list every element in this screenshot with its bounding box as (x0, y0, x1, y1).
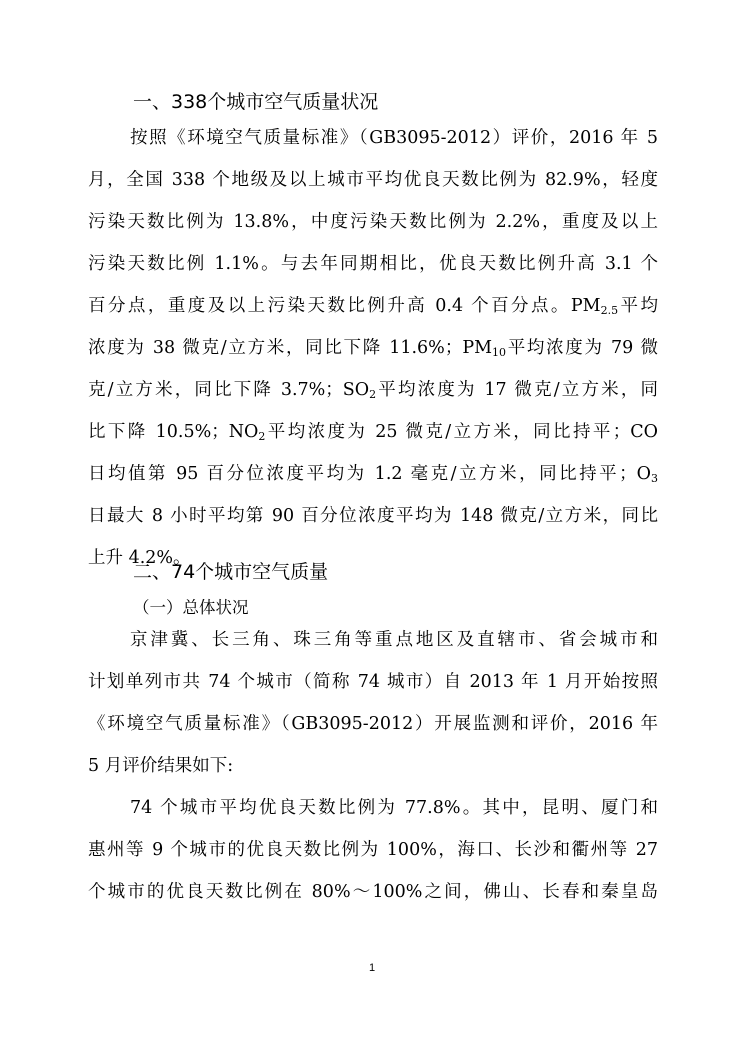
paragraph-line: 5 月评价结果如下: (88, 756, 234, 776)
paragraph-line: 个城市的优良天数比例在 80%～100%之间，佛山、长春和秦皇岛 (88, 882, 658, 902)
page-number: 1 (368, 962, 376, 974)
paragraph-line: 日均值第 95 百分位浓度平均为 1.2 毫克/立方米，同比持平；$O_3$ (88, 464, 658, 485)
paragraph-line: 上升 4.2%。 (88, 548, 191, 568)
subsection-heading: （一）总体状况 (133, 598, 249, 617)
paragraph-line: 百分点，重度及以上污染天数比例升高 0.4 个百分点。$PM_{2.5}$平均 (88, 296, 659, 317)
paragraph-line: 月，全国 338 个地级及以上城市平均优良天数比例为 82.9%，轻度 (88, 170, 658, 190)
paragraph-line: 《环境空气质量标准》（GB3095-2012）开展监测和评价，2016 年 (88, 714, 658, 734)
section-1-heading: 一、338个城市空气质量状况 (133, 91, 379, 113)
paragraph-line: 浓度为 38 微克/立方米，同比下降 11.6%；$PM_{10}$平均浓度为 79 微 (88, 338, 658, 359)
paragraph-line: 计划单列市共 74 个城市（简称 74 城市）自 2013 年 1 月开始按照 (88, 672, 658, 692)
paragraph-line: 污染天数比例 1.1%。与去年同期相比，优良天数比例升高 3.1 个 (88, 254, 658, 274)
paragraph-line: 污染天数比例为 13.8%，中度污染天数比例为 2.2%，重度及以上 (88, 212, 658, 232)
paragraph-line: 74 个城市平均优良天数比例为 77.8%。其中，昆明、厦门和 (130, 798, 658, 818)
paragraph-line: 按照《环境空气质量标准》（GB3095-2012）评价，2016 年 5 (130, 128, 658, 148)
section-2-heading: 二、74个城市空气质量 (133, 561, 329, 583)
paragraph-line: 惠州等 9 个城市的优良天数比例为 100%，海口、长沙和衢州等 27 (88, 840, 658, 860)
paragraph-line: 日最大 8 小时平均第 90 百分位浓度平均为 148 微克/立方米，同比 (88, 506, 658, 526)
paragraph-line: 比下降 10.5%；$NO_2$平均浓度为 25 微克/立方米，同比持平；CO (88, 422, 658, 443)
paragraph-line: 京津冀、长三角、珠三角等重点地区及直辖市、省会城市和 (130, 630, 658, 650)
paragraph-line: 克/立方米，同比下降 3.7%；$SO_2$平均浓度为 17 微克/立方米，同 (88, 380, 658, 401)
